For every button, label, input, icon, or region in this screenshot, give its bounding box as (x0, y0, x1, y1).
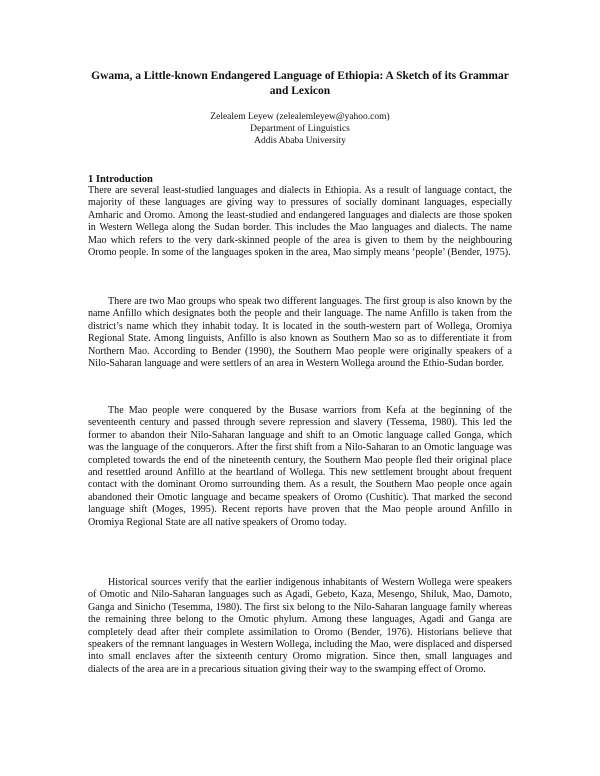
paragraph-3: The Mao people were conquered by the Busase warriors from Kefa at the beginning of the seventeenth century and passed through severe repression and slavery (Tessema, 1980). This led the former to abandon their Nilo-Saharan language and shift to an Omotic language called Gonga, which was the language of the conquerors. After the first shift from a Nilo-Saharan to an Omotic language was completed towards the end of the nineteenth century, the Southern Mao people fled their original place and resettled around Anfillo at the heartland of Wollega. This new settlement brought about frequent contact with the dominant Oromo surrounding them. As a result, the Southern Mao people once again abandoned their Omotic language and became speakers of Oromo (Cushitic). That marked the second language shift (Moges, 1995). Recent reports have proven that the Mao people around Anfillo in Oromiya Regional State are all native speakers of Oromo today. (88, 405, 512, 528)
section-heading: 1 Introduction (88, 174, 153, 185)
author-block (150, 111, 450, 147)
university-line: Addis Ababa University (254, 136, 346, 146)
author-line: Zelealem Leyew (zelealemleyew@yahoo.com) (210, 112, 390, 122)
department-line: Department of Linguistics (250, 124, 350, 134)
paragraph-4: Historical sources verify that the earlier indigenous inhabitants of Western Wollega were speakers of Omotic and Nilo-Saharan languages such as Agadi, Gebeto, Kaza, Mesengo, Shiluk, Mao, Damoto, Ganga and Sinicho (Tesemma, 1980). The first six belong to the Nilo-Saharan language family whereas the remaining three belong to the Omotic phylum. Among these languages, Agadi and Ganga are completely dead after their complete assimilation to Oromo (Bender, 1976). Historians believe that speakers of the remnant languages in Western Wollega, including the Mao, were displaced and dispersed into small enclaves after the sixteenth century Oromo migration. Since then, small languages and dialects of the area are in a precarious situation giving their way to the swamping effect of Oromo. (88, 577, 512, 675)
paragraph-1: There are several least-studied languages and dialects in Ethiopia. As a result of language contact, the majority of these languages are giving way to pressures of socially dominant languages, especially Amharic and Oromo. Among the least-studied and endangered languages and dialects are those spoken in Western Wellega along the Sudan border. This includes the Mao languages and dialects. The name Mao which refers to the very dark-skinned people of the area is given to them by the neighbouring Oromo people. In some of the languages spoken in the area, Mao simply means ‘people’ (Bender, 1975). (88, 185, 512, 259)
paper-title: Gwama, a Little-known Endangered Language of Ethiopia: A Sketch of its Grammar and Lexicon (91, 70, 509, 97)
paragraph-2: There are two Mao groups who speak two different languages. The first group is also known by the name Anfillo which designates both the people and their language. The name Anfillo is taken from the district’s name which they inhabit today. It is located in the south-western part of Wollega, Oromiya Regional State. Among linguists, Anfillo is also known as Southern Mao so as to differentiate it from Northern Mao. According to Bender (1990), the Southern Mao people were originally speakers of a Nilo-Saharan language and were settlers of an area in Western Wollega around the Ethio-Sudan border. (88, 296, 512, 370)
